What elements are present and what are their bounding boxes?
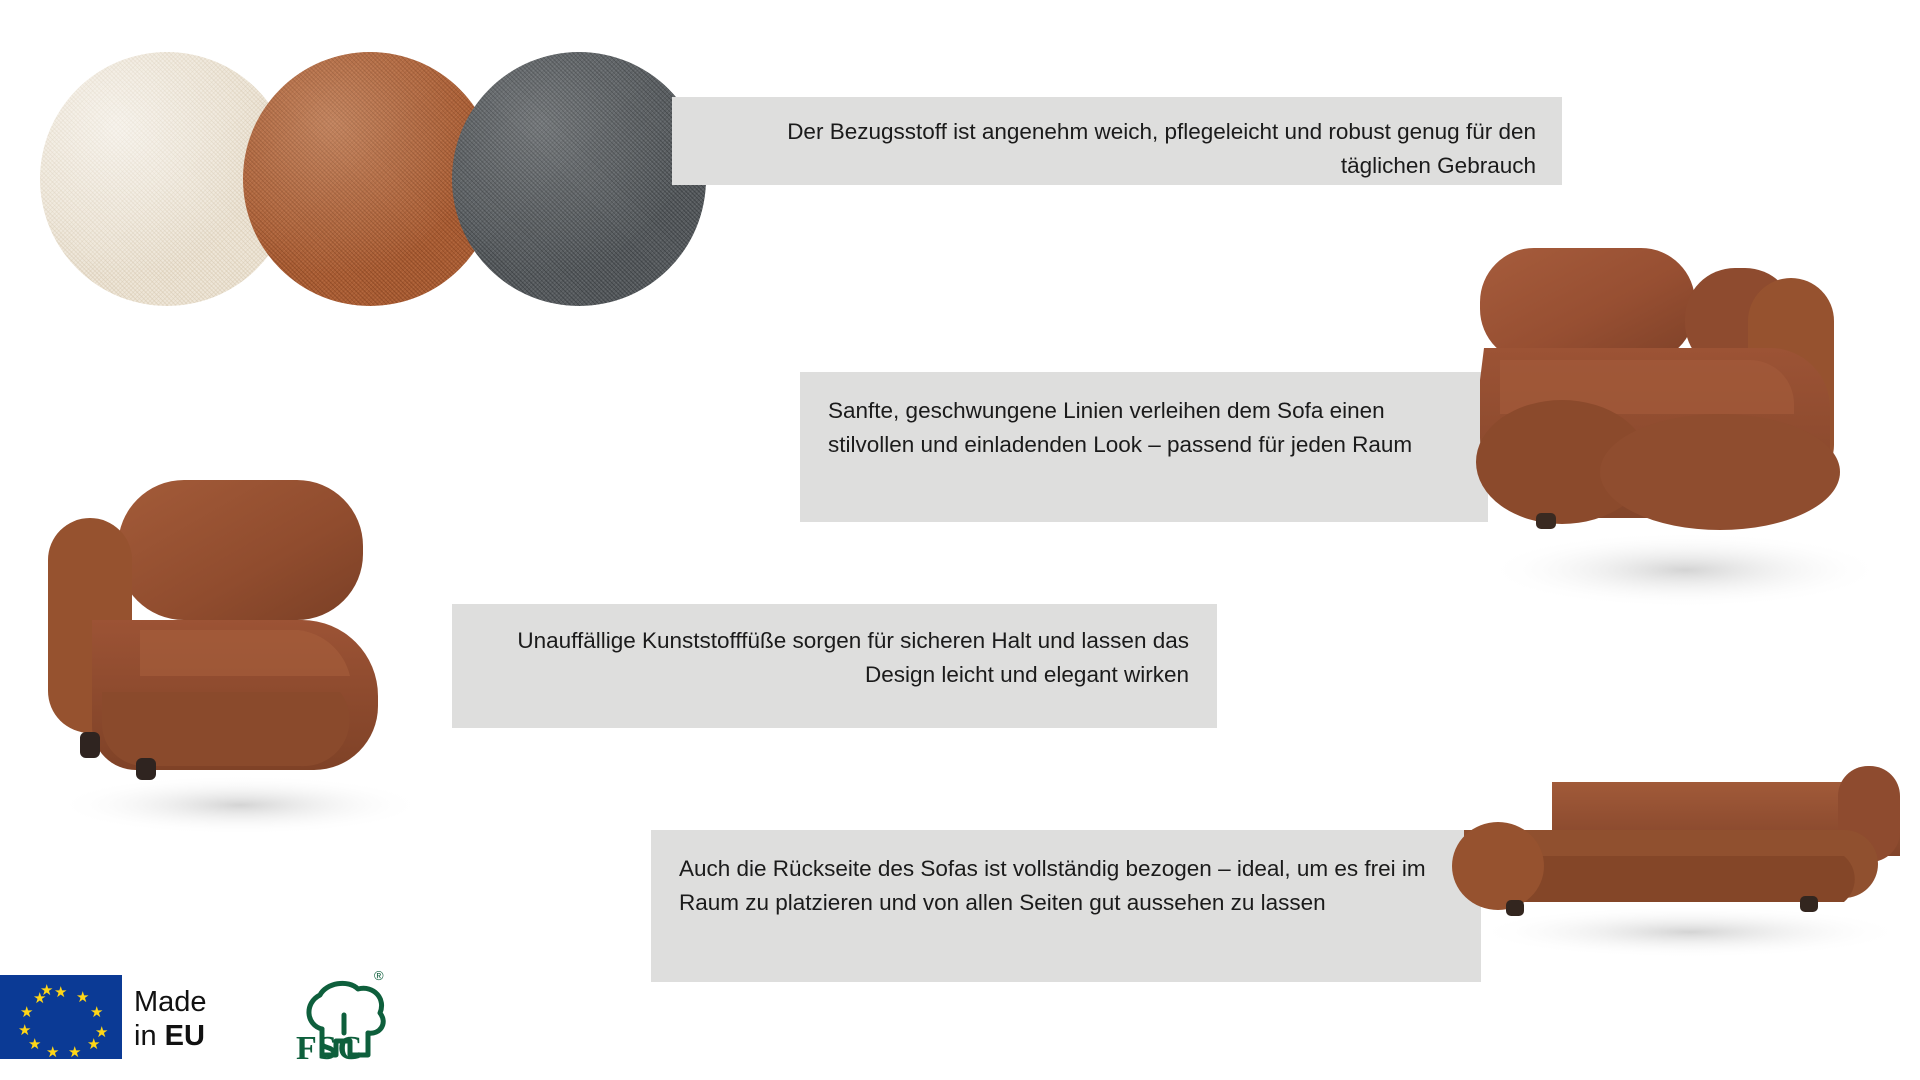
eu-star: ★ — [28, 1036, 42, 1053]
eu-star: ★ — [33, 990, 47, 1007]
eu-star: ★ — [76, 989, 90, 1006]
eu-star: ★ — [40, 982, 54, 999]
caption-back: Auch die Rückseite des Sofas ist vollständig bezogen – ideal, um es frei im Raum zu platzieren und von allen Seiten gut aussehen zu lassen — [651, 830, 1481, 982]
fabric-texture-grey — [452, 52, 706, 306]
eu-star: ★ — [54, 984, 68, 1001]
eu-star: ★ — [18, 1022, 32, 1039]
fsc-registered-mark: ® — [374, 968, 384, 983]
made-in-eu-label — [134, 985, 254, 1053]
eu-star: ★ — [68, 1044, 82, 1061]
made-in-eu-eu: EU — [164, 1020, 205, 1052]
made-in-eu-line1: Made — [134, 986, 207, 1018]
eu-star: ★ — [95, 1024, 109, 1041]
eu-star: ★ — [87, 1036, 101, 1053]
fsc-label: FSC — [296, 1030, 364, 1067]
fabric-swatch-grey — [452, 52, 706, 306]
caption-fabric: Der Bezugsstoff ist angenehm weich, pflegeleicht und robust genug für den täglichen Gebrauch — [672, 97, 1562, 185]
eu-star: ★ — [20, 1004, 34, 1021]
eu-star: ★ — [46, 1044, 60, 1061]
photo-sofa-module — [40, 470, 460, 850]
caption-design: Sanfte, geschwungene Linien verleihen dem Sofa einen stilvollen und einladenden Look – passend für jeden Raum — [800, 372, 1488, 522]
made-in-eu-in: in — [134, 1020, 165, 1052]
eu-flag-icon — [0, 975, 122, 1059]
photo-corner-sofa — [1470, 230, 1920, 620]
caption-feet: Unauffällige Kunststofffüße sorgen für sicheren Halt und lassen das Design leicht und elegant wirken — [452, 604, 1217, 728]
photo-sofa-back-view — [1440, 710, 1920, 970]
eu-star: ★ — [90, 1004, 104, 1021]
made-in-eu-line2 — [134, 1019, 254, 1053]
